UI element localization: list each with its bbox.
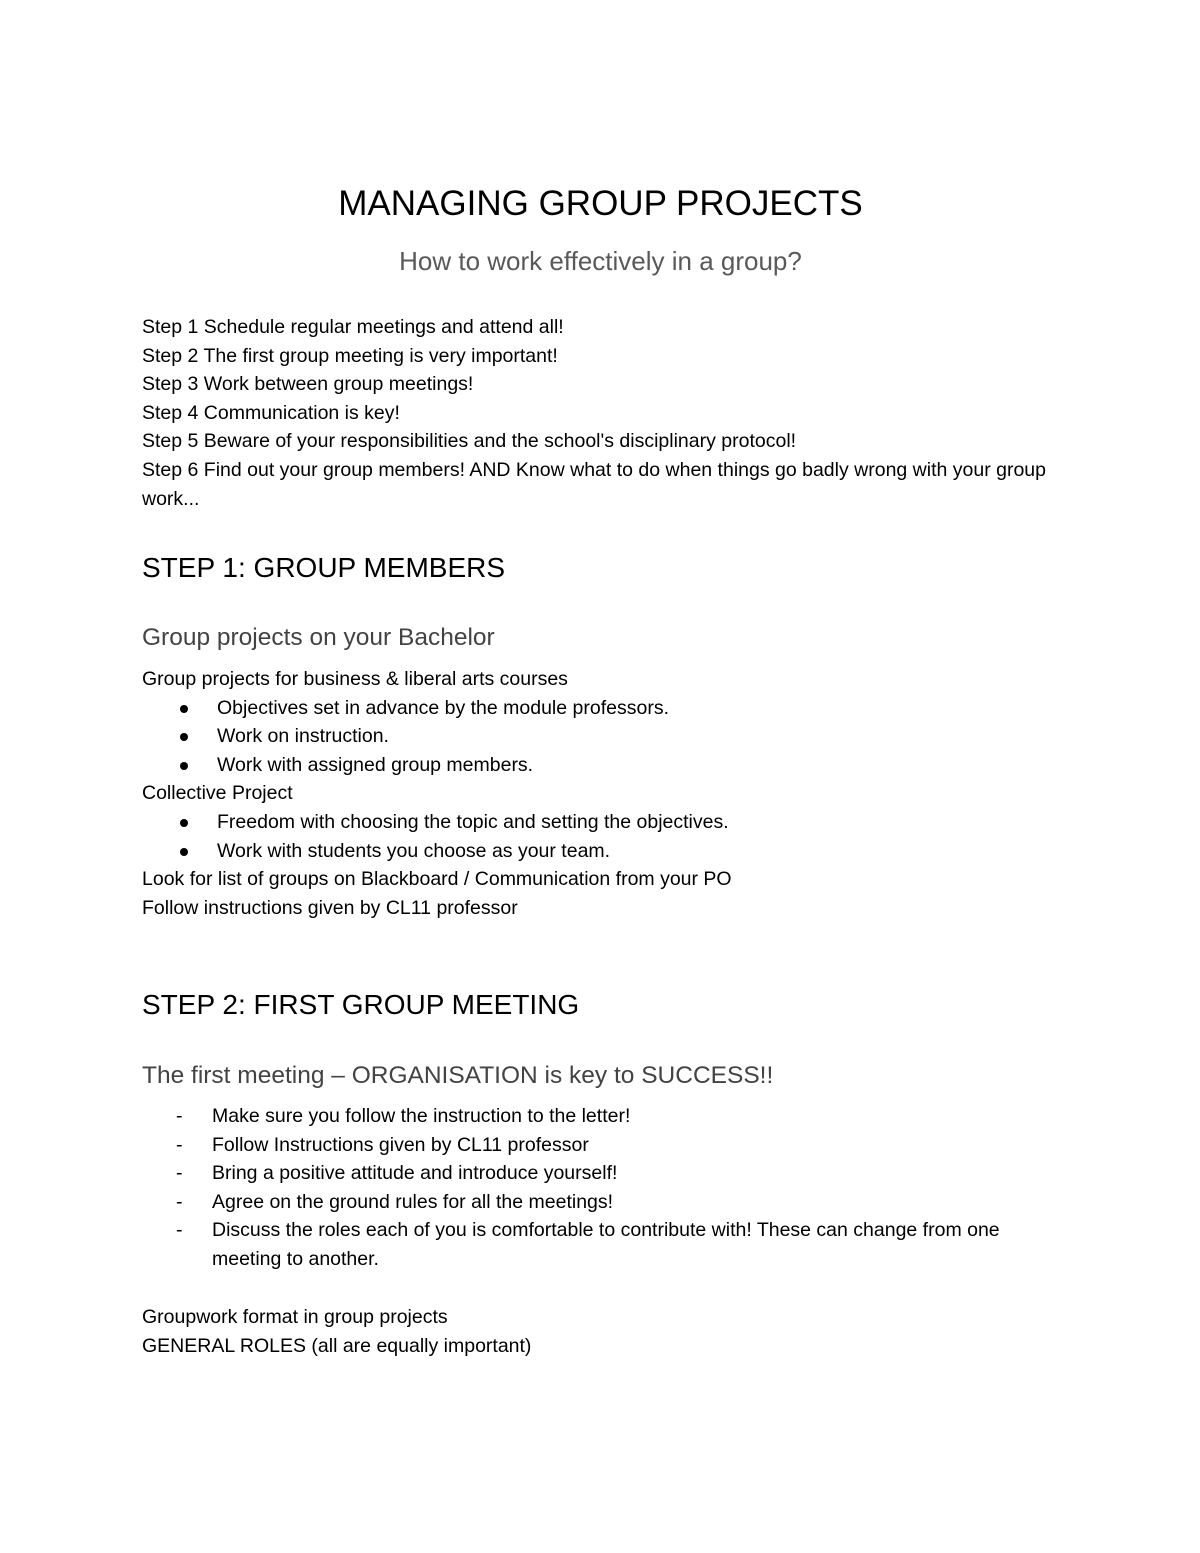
steps-overview: [142, 313, 1057, 513]
step2-section: [142, 987, 1057, 1023]
list-item: Work on instruction.: [142, 722, 1057, 751]
step1-body: [142, 622, 1057, 654]
follow-instructions-line: Follow instructions given by CL11 professor: [142, 896, 518, 919]
bullet-icon: [180, 705, 188, 713]
step1-section: [142, 550, 1057, 586]
list-item: - Agree on the ground rules for all the meetings!: [142, 1188, 1057, 1217]
overview-step-5: Step 5 Beware of your responsibilities and the school's disciplinary protocol!: [142, 430, 797, 453]
step1-content: [142, 665, 1057, 922]
step1-bullets-b: [142, 808, 1057, 865]
list-item: - Bring a positive attitude and introduce yourself!: [142, 1159, 1057, 1188]
groupwork-format-line: Groupwork format in group projects: [142, 1306, 448, 1328]
list-item: - Make sure you follow the instruction to the letter!: [142, 1102, 1057, 1131]
bullet-icon: [180, 848, 188, 856]
step2-dash-list: [142, 1102, 1057, 1274]
step2-subheading-block: [142, 1060, 1057, 1092]
step2-subheading: The first meeting – ORGANISATION is key to SUCCESS!!: [142, 1062, 774, 1089]
list-item: Work with students you choose as your team.: [142, 837, 1057, 866]
dash-marker: -: [176, 1133, 183, 1156]
dash-marker: -: [176, 1105, 183, 1127]
list-item: Objectives set in advance by the module professors.: [142, 694, 1057, 723]
step2-format: [142, 1303, 1057, 1360]
overview-step-4: Step 4 Communication is key!: [142, 401, 400, 424]
collective-project-label: Collective Project: [142, 782, 293, 805]
bullet-icon: [180, 819, 188, 827]
list-item: - Follow Instructions given by CL11 professor: [142, 1131, 1057, 1160]
list-item: - Discuss the roles each of you is comfortable to contribute with! These can change from one meeting to another.: [142, 1216, 1057, 1273]
step2-heading: STEP 2: FIRST GROUP MEETING: [142, 989, 580, 1020]
general-roles-line: GENERAL ROLES (all are equally important): [142, 1334, 532, 1357]
overview-step-2: Step 2 The first group meeting is very important!: [142, 344, 558, 367]
list-item: Freedom with choosing the topic and setting the objectives.: [142, 808, 1057, 837]
step1-intro: Group projects for business & liberal arts courses: [142, 668, 568, 690]
step2-content: [142, 1102, 1057, 1274]
list-item: Work with assigned group members.: [142, 751, 1057, 780]
step1-heading: STEP 1: GROUP MEMBERS: [142, 552, 506, 583]
bullet-icon: [180, 733, 188, 741]
overview-step-1: Step 1 Schedule regular meetings and attend all!: [142, 316, 564, 338]
step1-subheading: Group projects on your Bachelor: [142, 624, 495, 651]
overview-step-6: Step 6 Find out your group members! AND Know what to do when things go badly wrong with your group work...: [142, 458, 1046, 510]
document-subtitle: How to work effectively in a group?: [399, 246, 802, 276]
dash-marker: -: [176, 1219, 183, 1242]
dash-marker: -: [176, 1162, 183, 1185]
blackboard-line: Look for list of groups on Blackboard / Communication from your PO: [142, 868, 732, 891]
step1-bullets-a: [142, 694, 1057, 780]
bullet-icon: [180, 762, 188, 770]
document-title: MANAGING GROUP PROJECTS: [338, 184, 863, 223]
dash-marker: -: [176, 1190, 183, 1213]
overview-step-3: Step 3 Work between group meetings!: [142, 373, 474, 396]
